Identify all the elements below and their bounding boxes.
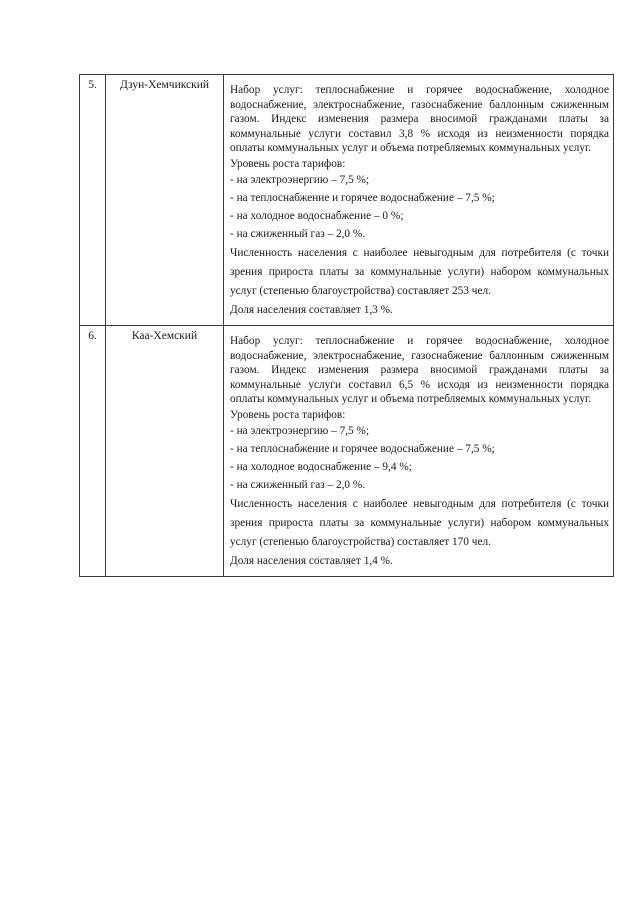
tariff-item: - на теплоснабжение и горячее водоснабжение – 7,5 %; <box>230 192 495 204</box>
tariff-item: - на холодное водоснабжение – 9,4 %; <box>230 461 412 473</box>
table-row <box>80 326 614 577</box>
tariff-item: - на сжиженный газ – 2,0 %. <box>230 228 366 240</box>
service-set-text: Набор услуг: теплоснабжение и горячее водоснабжение, холодное водоснабжение, электроснабжение, газоснабжение баллонным сжиженным газом. Индекс изменения размера вносимой гражданами платы за коммунальные услуги составил 3,8 % исходя из неизменности порядка оплаты коммунальных услуг и объема потребляемых коммунальных услуг. <box>230 84 609 154</box>
tariff-item: - на сжиженный газ – 2,0 %. <box>230 479 366 491</box>
tariff-item: - на холодное водоснабжение – 0 %; <box>230 210 404 222</box>
tariff-heading: Уровень роста тарифов: <box>230 408 346 421</box>
municipality-name: Каа-Хемский <box>106 326 224 577</box>
population-text: Численность населения с наиболее невыгодным для потребителя (с точки зрения прироста платы за коммунальные услуги) набором коммунальных услуг (степенью благоустройства) составляет 253 чел. <box>230 247 609 297</box>
population-text: Численность населения с наиболее невыгодным для потребителя (с точки зрения прироста платы за коммунальные услуги) набором коммунальных услуг (степенью благоустройства) составляет 170 чел. <box>230 498 609 548</box>
municipality-tariff-table <box>79 74 614 577</box>
tariff-item: - на теплоснабжение и горячее водоснабжение – 7,5 %; <box>230 443 495 455</box>
tariff-item: - на электроэнергию – 7,5 %; <box>230 174 370 186</box>
service-set-text: Набор услуг: теплоснабжение и горячее водоснабжение, холодное водоснабжение, электроснабжение, газоснабжение баллонным сжиженным газом. Индекс изменения размера вносимой гражданами платы за коммунальные услуги составил 6,5 % исходя из неизменности порядка оплаты коммунальных услуг и объема потребляемых коммунальных услуг. <box>230 335 609 405</box>
row-number: 5. <box>80 75 106 326</box>
population-share: Доля населения составляет 1,4 %. <box>230 555 393 567</box>
table-row <box>80 75 614 326</box>
row-number: 6. <box>80 326 106 577</box>
tariff-heading: Уровень роста тарифов: <box>230 157 346 170</box>
municipality-name: Дзун-Хемчикский <box>106 75 224 326</box>
description-cell <box>224 326 614 577</box>
tariff-item: - на электроэнергию – 7,5 %; <box>230 425 370 437</box>
description-cell <box>224 75 614 326</box>
population-share: Доля населения составляет 1,3 %. <box>230 304 393 316</box>
